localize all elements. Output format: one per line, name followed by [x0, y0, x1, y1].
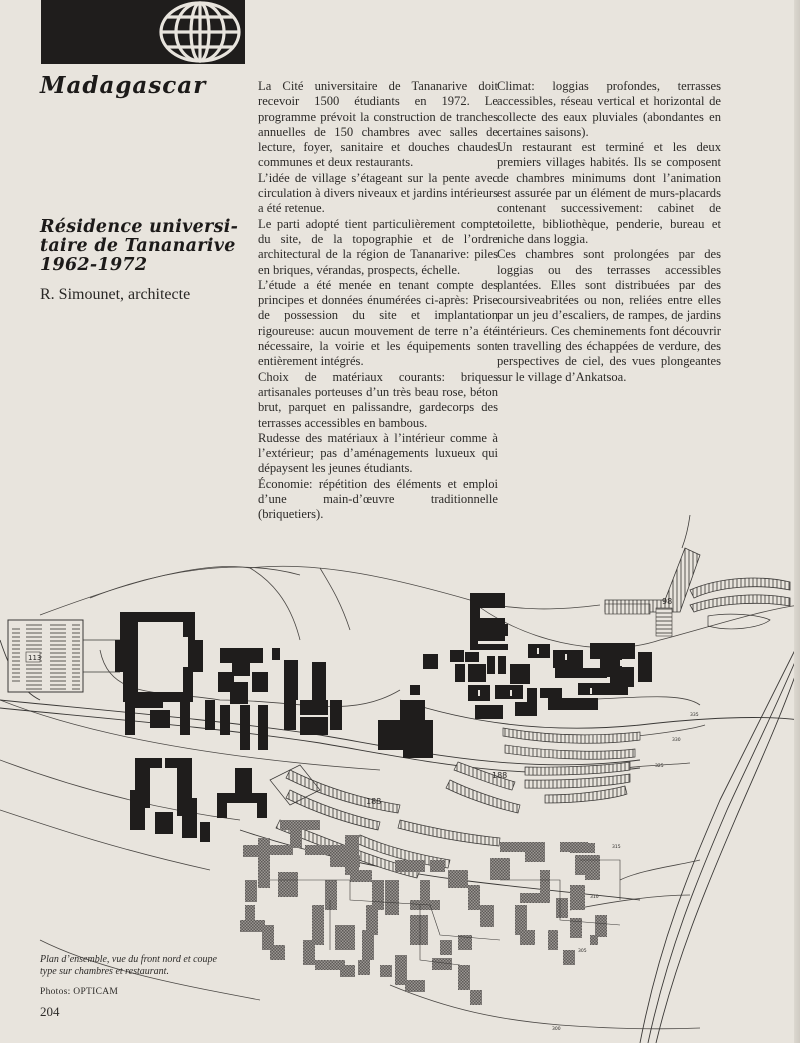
buildings-planned [240, 820, 607, 1005]
page-number: 204 [40, 1004, 60, 1019]
paragraph: L’étude a été menée en tenant compte des principes et données énumérées ci-après: Prise de possession du site et implantation rigoureuse: aucun mouvement de terre n’a été nécessaire, la voirie et les équipements sont entièrement intégrés. [258, 277, 498, 369]
paragraph: La Cité universitaire de Tananarive doit recevoir 1500 étudiants en 1972. Le programme prévoit la construction de tranches annuelles de 150 chambres avec salles de lecture, foyer, sanitaire et douches chaudes communes et deux restaurants. [258, 79, 498, 170]
article-title-line: 1962-1972 [40, 255, 148, 275]
globe-icon [157, 0, 245, 64]
parking-lot-east [605, 515, 790, 636]
caption-line: Plan d’ensemble, vue du front nord et coupe [40, 954, 217, 965]
contour-label: 310 [590, 895, 599, 900]
paragraph: Ces chambres sont prolongées par des loggias ou des terrasses accessibles plantées. Elles sont distribuées par des coursiveabritées ou non, reliées entre elles par un jeu d’escaliers, de rampes, de jardins intérieurs. Ces cheminements font découvrir en travelling des échappées de verdure, des perspectives de ciel, des vues plongeantes sur le village d’Ankatsoa. [497, 247, 721, 384]
contour-label: 330 [672, 738, 681, 743]
photo-credit: Photos: OPTICAM [40, 987, 119, 997]
parking-label: 188 [366, 797, 382, 806]
parking-label: 188 [492, 771, 508, 780]
article-title-line: taire de Tananarive [40, 236, 236, 256]
contour-label: 305 [578, 949, 587, 954]
section-logo-block [41, 0, 245, 64]
page-edge [794, 0, 800, 1043]
parking-label: 98 [662, 597, 673, 606]
caption-line: type sur chambres et restaurant. [40, 966, 169, 977]
contour-label: 300 [552, 1027, 561, 1032]
article-author: R. Simounet, architecte [40, 286, 191, 303]
figure-caption [40, 954, 250, 978]
country-heading: Madagascar [40, 72, 207, 99]
paragraph: Un restaurant est terminé et les deux premiers villages habités. Ils se composent de chambres minimums dont l’animation est assurée par un élément de murs-placards contenant successivement: cabinet de toilette, bibliothèque, penderie, bureau et niche dans loggia. [497, 140, 721, 246]
article-title [40, 218, 240, 275]
paragraph: L’idée de village s’étageant sur la pente avec circulation à divers niveaux et jardins intérieurs a été retenue. [258, 170, 498, 216]
parking-label: 113 [28, 654, 42, 662]
text-column-2 [497, 79, 721, 385]
text-column-1 [258, 79, 498, 523]
paragraph: Le parti adopté tient particulièrement compte du site, de la topographie et de l’ordre architectural de la région de Tananarive: piles en briques, vérandas, prospects, échelle. [258, 216, 498, 277]
parking-lot-west [8, 620, 120, 692]
paragraph: Rudesse des matériaux à l’intérieur comme à l’extérieur; pas d’aménagements luxueux qui dépaysent les jeunes étudiants. [258, 430, 498, 476]
contour-label: 315 [612, 845, 621, 850]
paragraph: Économie: répétition des éléments et emploi d’une main-d’œuvre traditionnelle (briquetiers). [258, 476, 498, 522]
paragraph: Climat: loggias profondes, terrasses accessibles, réseau vertical et horizontal de collecte des eaux pluviales (abondantes en certaines saisons). [497, 79, 721, 139]
contour-label: 325 [655, 764, 664, 769]
contour-label: 335 [690, 713, 699, 718]
article-title-line: Résidence universi- [40, 217, 239, 237]
paragraph: Choix de matériaux courants: briques artisanales porteuses d’un très beau rose, béton brut, parquet en palissandre, gardecorps des terrasses accessibles en bambous. [258, 369, 498, 430]
parking-lot-center [446, 728, 640, 813]
